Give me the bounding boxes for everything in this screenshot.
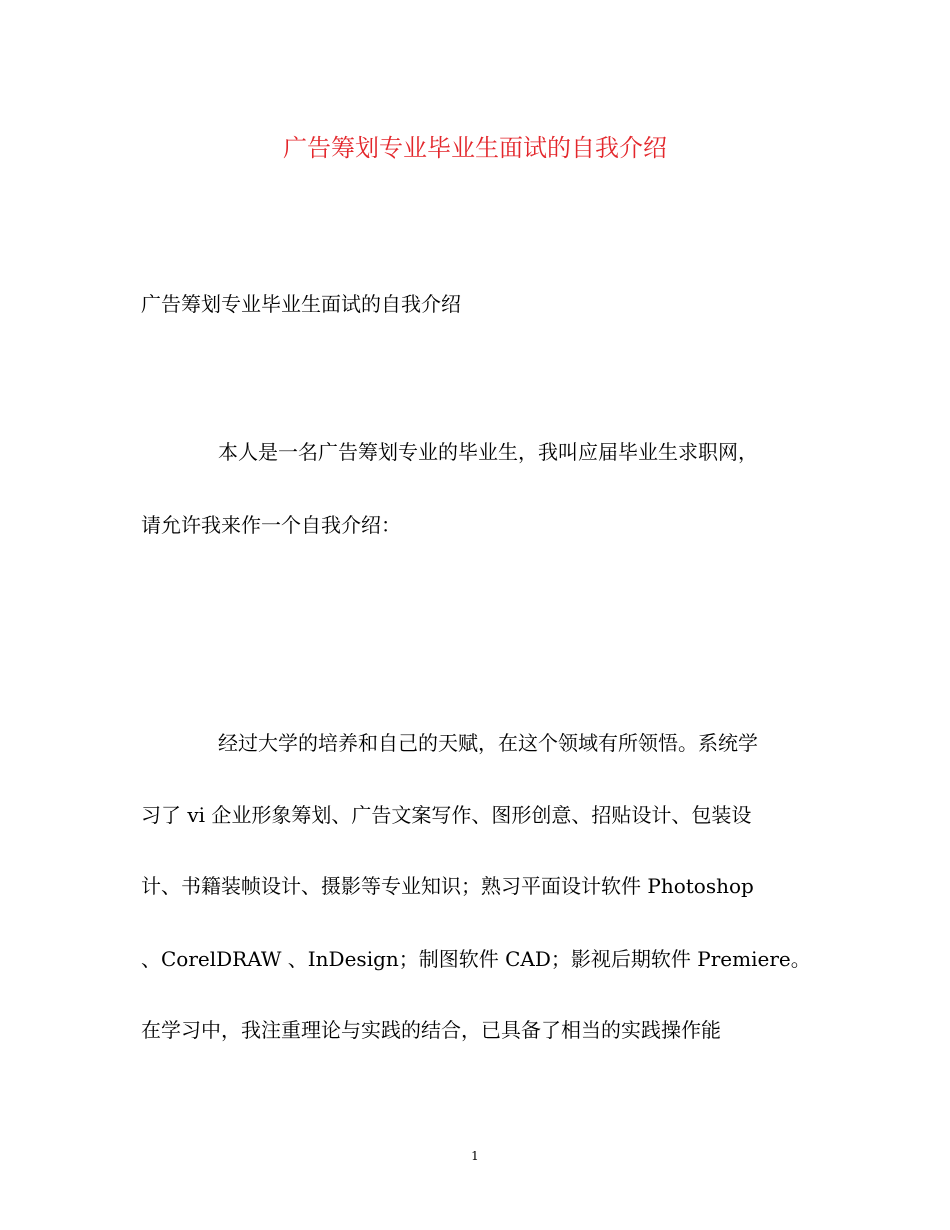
paragraph-2-line-3: 计、书籍装帧设计、摄影等专业知识；熟习平面设计软件 Photoshop: [141, 874, 754, 898]
document-subtitle: 广告筹划专业毕业生面试的自我介绍: [141, 292, 461, 316]
paragraph-1-line-2: 请允许我来作一个自我介绍：: [141, 513, 401, 537]
paragraph-2-line-5: 在学习中，我注重理论与实践的结合，已具备了相当的实践操作能: [141, 1018, 721, 1042]
page-number: 1: [471, 1149, 479, 1163]
paragraph-2-line-1: 经过大学的培养和自己的天赋，在这个领域有所领悟。系统学: [218, 731, 758, 755]
document-title: 广告筹划专业毕业生面试的自我介绍: [283, 134, 667, 162]
paragraph-2-line-4: 、CorelDRAW 、InDesign；制图软件 CAD；影视后期软件 Premiere。: [141, 947, 811, 971]
paragraph-1-line-1: 本人是一名广告筹划专业的毕业生，我叫应届毕业生求职网，: [218, 440, 758, 464]
paragraph-2-line-2: 习了 vi 企业形象筹划、广告文案写作、图形创意、招贴设计、包装设: [141, 803, 752, 827]
